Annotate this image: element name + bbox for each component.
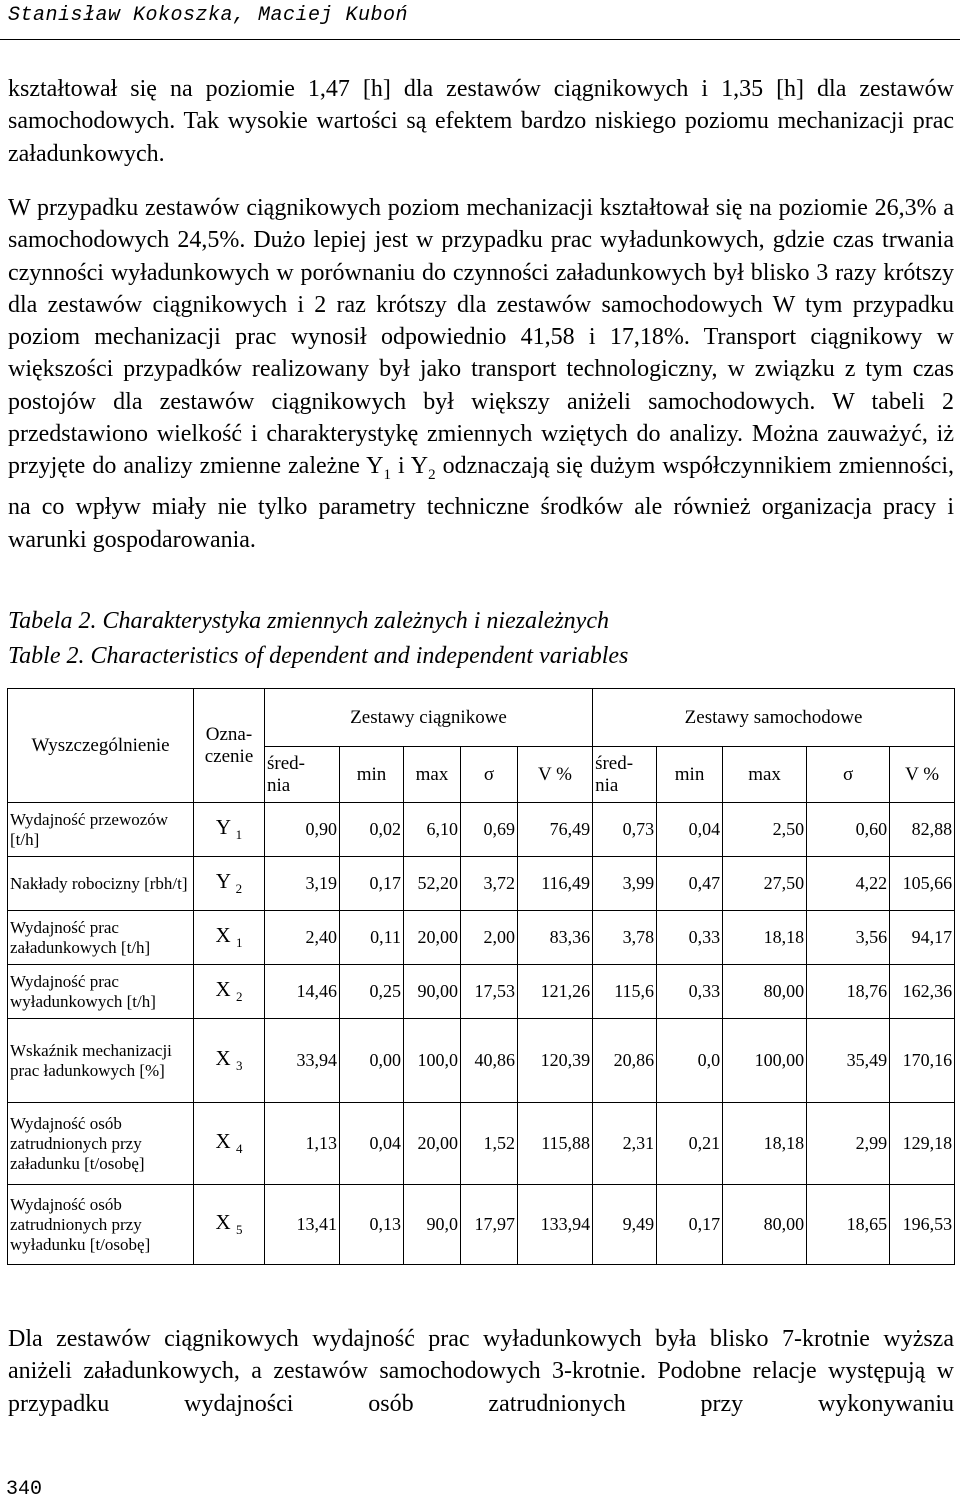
table-cell: 0,47 bbox=[657, 857, 723, 911]
table-cell: 0,25 bbox=[340, 965, 404, 1019]
table-row bbox=[8, 965, 955, 1019]
table-cell: 100,00 bbox=[723, 1019, 807, 1103]
table-cell: 14,46 bbox=[265, 965, 340, 1019]
table-cell: 2,99 bbox=[807, 1103, 890, 1185]
table-cell: 115,6 bbox=[593, 965, 657, 1019]
table-cell: 20,00 bbox=[404, 911, 461, 965]
table-cell: 133,94 bbox=[518, 1185, 593, 1265]
table-cell: 52,20 bbox=[404, 857, 461, 911]
row-label: Wydajność przewozów [t/h] bbox=[8, 803, 194, 857]
table-cell: 17,53 bbox=[461, 965, 518, 1019]
table-cell: 9,49 bbox=[593, 1185, 657, 1265]
row-symbol: Y $_1$ bbox=[194, 803, 265, 857]
table-cell: 18,76 bbox=[807, 965, 890, 1019]
header-symbol bbox=[194, 689, 265, 803]
paragraph-3: Dla zestawów ciągnikowych wydajność prac wyładunkowych była blisko 7-krotnie wyższa aniżeli załadunkowych, a zestawów samochodowych 3-krotnie. Podobne relacje występują w przypadku wydajności osób zatrudnionych przy wykonywaniu bbox=[8, 1326, 954, 1417]
row-symbol: X $_5$ bbox=[194, 1185, 265, 1265]
header-max-truck: max bbox=[723, 747, 807, 803]
table-cell: 90,0 bbox=[404, 1185, 461, 1265]
table-cell: 33,94 bbox=[265, 1019, 340, 1103]
table-cell: 80,00 bbox=[723, 1185, 807, 1265]
table-cell: 6,10 bbox=[404, 803, 461, 857]
table-cell: 115,88 bbox=[518, 1103, 593, 1185]
header-sigma-truck: σ bbox=[807, 747, 890, 803]
header-min-truck: min bbox=[657, 747, 723, 803]
table-cell: 1,52 bbox=[461, 1103, 518, 1185]
table-cell: 105,66 bbox=[890, 857, 955, 911]
header-symbol-text: Ozna- czenie bbox=[204, 723, 254, 767]
table-cell: 129,18 bbox=[890, 1103, 955, 1185]
table-row bbox=[8, 803, 955, 857]
table-cell: 162,36 bbox=[890, 965, 955, 1019]
table-caption-pl: Tabela 2. Charakterystyka zmiennych zależnych i niezależnych bbox=[8, 608, 609, 634]
table-row bbox=[8, 1019, 955, 1103]
table-cell: 121,26 bbox=[518, 965, 593, 1019]
table-cell: 100,0 bbox=[404, 1019, 461, 1103]
table-cell: 2,00 bbox=[461, 911, 518, 965]
table-cell: 35,49 bbox=[807, 1019, 890, 1103]
table-cell: 90,00 bbox=[404, 965, 461, 1019]
table-cell: 0,60 bbox=[807, 803, 890, 857]
table-cell: 80,00 bbox=[723, 965, 807, 1019]
table-cell: 120,39 bbox=[518, 1019, 593, 1103]
table-cell: 82,88 bbox=[890, 803, 955, 857]
table-cell: 18,18 bbox=[723, 1103, 807, 1185]
table-cell: 17,97 bbox=[461, 1185, 518, 1265]
table-cell: 2,50 bbox=[723, 803, 807, 857]
table-cell: 0,73 bbox=[593, 803, 657, 857]
table-cell: 1,13 bbox=[265, 1103, 340, 1185]
table-cell: 3,56 bbox=[807, 911, 890, 965]
table-cell: 0,00 bbox=[340, 1019, 404, 1103]
table-cell: 170,16 bbox=[890, 1019, 955, 1103]
header-v-truck: V % bbox=[890, 747, 955, 803]
page-number: 340 bbox=[6, 1478, 43, 1501]
table-cell: 83,36 bbox=[518, 911, 593, 965]
table-row bbox=[8, 1185, 955, 1265]
header-sigma-tractor: σ bbox=[461, 747, 518, 803]
row-label: Wydajność osób zatrudnionych przy wyładunku [t/osobę] bbox=[8, 1185, 194, 1265]
row-label: Nakłady robocizny [rbh/t] bbox=[8, 857, 194, 911]
header-v-tractor: V % bbox=[518, 747, 593, 803]
table-cell: 116,49 bbox=[518, 857, 593, 911]
row-symbol: X $_3$ bbox=[194, 1019, 265, 1103]
table-cell: 0,0 bbox=[657, 1019, 723, 1103]
table-cell: 2,31 bbox=[593, 1103, 657, 1185]
row-symbol: Y $_2$ bbox=[194, 857, 265, 911]
table-cell: 20,00 bbox=[404, 1103, 461, 1185]
table-cell: 3,72 bbox=[461, 857, 518, 911]
table-cell: 18,18 bbox=[723, 911, 807, 965]
header-divider bbox=[0, 39, 960, 40]
header-mean-truck: śred- nia bbox=[593, 747, 657, 803]
data-table bbox=[7, 688, 955, 1265]
table-row bbox=[8, 857, 955, 911]
header-spec: Wyszczególnienie bbox=[8, 689, 194, 803]
table-cell: 2,40 bbox=[265, 911, 340, 965]
paragraph-1: kształtował się na poziomie 1,47 [h] dla zestawów ciągnikowych i 1,35 [h] dla zestawów samochodowych. Tak wysokie wartości są efektem bardzo niskiego poziomu mechanizacji prac załadunkowych. bbox=[8, 76, 954, 167]
table-cell: 20,86 bbox=[593, 1019, 657, 1103]
table-cell: 0,17 bbox=[340, 857, 404, 911]
header-mean-tractor: śred- nia bbox=[265, 747, 340, 803]
table-cell: 3,19 bbox=[265, 857, 340, 911]
table-cell: 0,33 bbox=[657, 965, 723, 1019]
row-symbol: X $_2$ bbox=[194, 965, 265, 1019]
row-label: Wydajność prac wyładunkowych [t/h] bbox=[8, 965, 194, 1019]
row-symbol: X $_1$ bbox=[194, 911, 265, 965]
table-cell: 0,69 bbox=[461, 803, 518, 857]
table-cell: 0,21 bbox=[657, 1103, 723, 1185]
table-cell: 3,78 bbox=[593, 911, 657, 965]
table-cell: 196,53 bbox=[890, 1185, 955, 1265]
table-cell: 0,04 bbox=[657, 803, 723, 857]
table-cell: 0,90 bbox=[265, 803, 340, 857]
table-cell: 76,49 bbox=[518, 803, 593, 857]
table-cell: 0,13 bbox=[340, 1185, 404, 1265]
header-max-tractor: max bbox=[404, 747, 461, 803]
header-truck-sets: Zestawy samochodowe bbox=[593, 689, 955, 747]
header-min-tractor: min bbox=[340, 747, 404, 803]
table-caption-en: Table 2. Characteristics of dependent and independent variables bbox=[8, 643, 629, 669]
table-cell: 3,99 bbox=[593, 857, 657, 911]
table-cell: 0,33 bbox=[657, 911, 723, 965]
table-cell: 94,17 bbox=[890, 911, 955, 965]
row-symbol: X $_4$ bbox=[194, 1103, 265, 1185]
paragraph-2: W przypadku zestawów ciągnikowych poziom mechanizacji kształtował się na poziomie 26,3% a samochodowych 24,5%. Dużo lepiej jest w przypadku prac wyładunkowych, gdzie czas trwania czynności wyładunkowych w porównaniu do czynności załadunkowych był blisko 3 razy krótszy dla zestawów ciągnikowych i 2 raz krótszy dla zestawów samochodowych W tym przypadku poziom mechanizacji prac wynosił odpowiednio 41,58 i 17,18%. Transport ciągnikowy w większości przypadków realizowany był jako transport technologiczny, w związku z tym czas postojów dla zestawów ciągnikowych był większy aniżeli samochodowych. W tabeli 2 przedstawiono wielkość i charakterystykę zmiennych wziętych do analizy. Można zauważyć, iż przyjęte do analizy zmienne zależne $Y_1$ i $Y_2$ odznaczają się dużym współczynnikiem zmienności, na co wpływ miały nie tylko parametry techniczne środków ale również organizacja pracy i warunki gospodarowania. bbox=[8, 195, 954, 553]
row-label: Wydajność osób zatrudnionych przy załadunku [t/osobę] bbox=[8, 1103, 194, 1185]
table-cell: 0,11 bbox=[340, 911, 404, 965]
header-tractor-sets: Zestawy ciągnikowe bbox=[265, 689, 593, 747]
table-cell: 40,86 bbox=[461, 1019, 518, 1103]
table-row bbox=[8, 1103, 955, 1185]
table-cell: 27,50 bbox=[723, 857, 807, 911]
table-cell: 0,04 bbox=[340, 1103, 404, 1185]
row-label: Wskaźnik mechanizacji prac ładunkowych [%] bbox=[8, 1019, 194, 1103]
table-cell: 4,22 bbox=[807, 857, 890, 911]
table-row bbox=[8, 911, 955, 965]
table-cell: 0,17 bbox=[657, 1185, 723, 1265]
table-cell: 13,41 bbox=[265, 1185, 340, 1265]
row-label: Wydajność prac załadunkowych [t/h] bbox=[8, 911, 194, 965]
table-cell: 0,02 bbox=[340, 803, 404, 857]
table-cell: 18,65 bbox=[807, 1185, 890, 1265]
running-header: Stanisław Kokoszka, Maciej Kuboń bbox=[8, 4, 409, 27]
